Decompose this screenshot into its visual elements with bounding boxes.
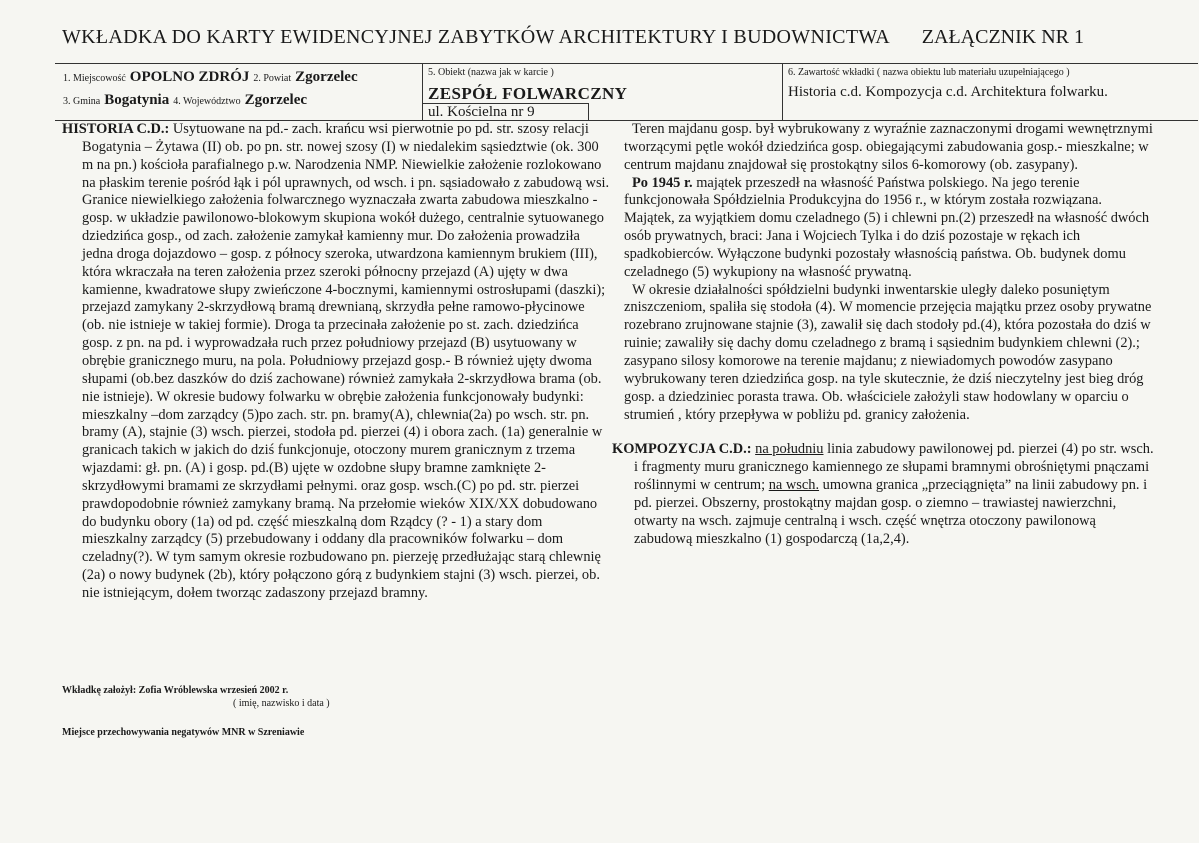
field-5-value: ZESPÓŁ FOLWARCZNY [428,84,628,103]
composition-east: na wsch. [768,477,820,494]
author-hint: ( imię, nazwisko i data ) [233,698,330,709]
author-line: Wkładkę założył: Zofia Wróblewska wrzesień 2002 r. [62,685,289,696]
annex-label: ZAŁĄCZNIK NR 1 [921,26,1084,48]
right-paragraph-1: Teren majdanu gosp. był wybrukowany z wyraźnie zaznaczonymi drogami wewnętrznymi tworzącymi pętle wokół dziedzińca gosp. obiegającymi zabudowania gosp.- mieszkalne; w centrum majdanu znajdował się prostokątny silos 6-komorowy (ob. zasypany). [624,121,1153,173]
content-cell [782,64,1198,120]
object-cell [422,64,783,120]
field-2-label: 2. Powiat [253,73,292,84]
storage-line: Miejsce przechowywania negatywów MNR w Szreniawie [62,727,305,738]
history-heading: HISTORIA C.D.: [62,121,170,137]
field-6-value: Historia c.d. Kompozycja c.d. Architektura folwarku. [788,84,1108,100]
history-text: Usytuowane na pd.- zach. krańcu wsi pierwotnie po pd. str. szosy relacji Bogatynia – Żytawa (II) ob. po pn. str. nowej szosy (I) w niedalekim sąsiedztwie (ok. 300 m na pn.) kościoła parafialnego p.w. Narodzenia NMP. Niewielkie założenie rozlokowano na płaskim terenie pośród łąk i pól uprawnych, od wsch. i pn. sąsiadowało z zabudową wsi. Granice niewielkiego założenia folwarcznego wyznaczała zwarta zabudowa mieszkalno - gosp. w układzie pawilonowo-blokowym skupiona wokół dużego, centralnie sytuowanego dziedzińca gosp., od zach. założenie zamykał kamienny mur. Do założenia prowadziła jedna droga dojazdowo – gosp. z północy szeroka, utwardzona kamiennym brukiem (III), która wkraczała na teren założenia przez szeroki północny przejazd (A) ujęty w dwa kamienne, kwadratowe słupy zwieńczone 4-bocznymi, kamiennymi ostrosłupami (daszki); przejazd zamykany 2-skrzydłową bramą drewnianą, skrzydła pełne ramowo-płycinowe (ob. nie istnieje w takiej formie). Droga ta przecinała założenie po st. zach. dziedzińca gosp. z pn. na pd. i wyprowadzała ruch przez południowy przejazd (B) usytuowany w obrębie granicznego muru, na pola. Południowy przejazd gosp.- B również ujęty dwoma słupami (ob.bez daszków do dziś zachowane) również zamykała 2-skrzydłowa brama (ob. nie istnieje). W okresie budowy folwarku w obrębie założenia funkcjonowały budynki: mieszkalny –dom zarządcy (5)po zach. str. pn. bramy(A), chlewnia(2a) po wsch. str. pn. bramy (A), stajnie (3) wsch. pierzei, stodoła pd. pierzei (4) i obora zach. (1a) generalnie w granicach takich w jakich do dziś funkcjonuje, otoczony murem granicznym z trzema wjazdami: gł. pn. (A) i gosp. pd.(B) ujęte w ozdobne słupy bramne zamknięte 2-skrzydłowymi bramami ze skrzydłami pełnymi. oraz gosp. wsch.(C) po pd. str. pierzei prawdopodobnie również zamykany bramą. Na przełomie wieków XIX/XX dobudowano do budynku obory (1a) od pd. część mieszkalną dom Rządcy (? - 1) a stary dom mieszkalny zarządcy (5) przebudowany i oddany dla pracowników folwarku – dom czeladny(?). W tym samym okresie rozbudowano pn. pierzeję przedłużając starą chlewnię (2a) o nowy budynek (2b), który połączono górą z budynkiem stajni (3) wsch. pierzei, ob. nie istniejącym, dołem tworząc zadaszony przejazd bramny. [82,121,610,601]
after-1945-heading: Po 1945 r. [632,174,693,191]
history-column [62,121,610,603]
right-paragraph-2 [624,175,1154,282]
field-1-label: 1. Miejscowość [63,73,126,84]
after-1945-text: majątek przeszedł na własność Państwa polskiego. Na jego terenie funkcjonowała Spółdzielnia Produkcyjna do 1956 r., w którym została rozwiązana. Majątek, za wyjątkiem domu czeladnego (5) i chlewni pn.(2) przeszedł na własność dwóch osób prywatnych, braci: Jana i Wojciech Tylka i do dziś pozostaje w rękach ich spadkobierców. Wyłączone budynki pozostały własnością państwa. Ob. budynek domu czeladnego (5) wykupiony na własność prywatną. [624,174,1150,280]
field-5-label: 5. Obiekt (nazwa jak w karcie ) [428,67,554,78]
location-cell [55,64,423,120]
composition-south: na południu [755,441,824,458]
field-6-label: 6. Zawartość wkładki ( nazwa obiektu lub materiału uzupełniającego ) [788,67,1070,78]
field-4-label: 4. Województwo [173,96,241,107]
composition-paragraph [612,441,1154,548]
field-2-value: Zgorzelec [295,69,358,85]
composition-heading: KOMPOZYCJA C.D.: [612,441,752,458]
right-paragraph-3: W okresie działalności spółdzielni budynki inwentarskie uległy daleko posuniętym zniszczeniom, spaliła się stodoła (4). W momencie przejęcia majątku przez osoby prywatne rozebrano zrujnowane stajnie (3), zawalił się dach stodoły pd.(4), która pozostała do dziś w ruinie; zawaliły się dachy domu czeladnego z bramą i sąsiednim budynkiem chlewni (2).; zasypano silosy komorowe na terenie majdanu; z niewiadomych powodów zasypano wybrukowany teren dziedzińca gosp. na tyle skutecznie, że dziś nieczytelny jest bieg dróg gosp. a dziedziniec porasta trawa. Ob. właściciele założyli staw hodowlany w oparciu o strumień , który przepływa w pobliżu pd. granicy założenia. [624,281,1152,423]
history-paragraph [62,121,610,603]
field-1-value: OPOLNO ZDRÓJ [129,69,250,85]
field-3-label: 3. Gmina [63,96,101,107]
field-4-value: Zgorzelec [244,92,308,108]
field-5-street: ul. Kościelna nr 9 [422,103,589,120]
page-title: WKŁADKA DO KARTY EWIDENCYJNEJ ZABYTKÓW ARCHITEKTURY I BUDOWNICTWA [62,26,891,48]
composition-text-2: umowna granica „przeciągnięta” na linii zabudowy pn. i pd. pierzei. Obszerny, prostokątny majdan gosp. o ziemno – trawiastej nawierzchni, otwarty na wsch. zajmuje centralną i wsch. część wnętrza otoczony pawilonową zabudową mieszkalno (1) gospodarczą (1a,2,4). [634,477,1148,547]
composition-text-1: linia zabudowy pawilonowej pd. pierzei (4) po str. wsch. i fragmenty muru granicznego kamiennego ze słupami bramnymi obrośniętymi pnączami roślinnymi w centrum; [634,441,1154,494]
right-column [612,121,1154,563]
field-3-value: Bogatynia [104,92,170,108]
header-table [55,63,1198,121]
